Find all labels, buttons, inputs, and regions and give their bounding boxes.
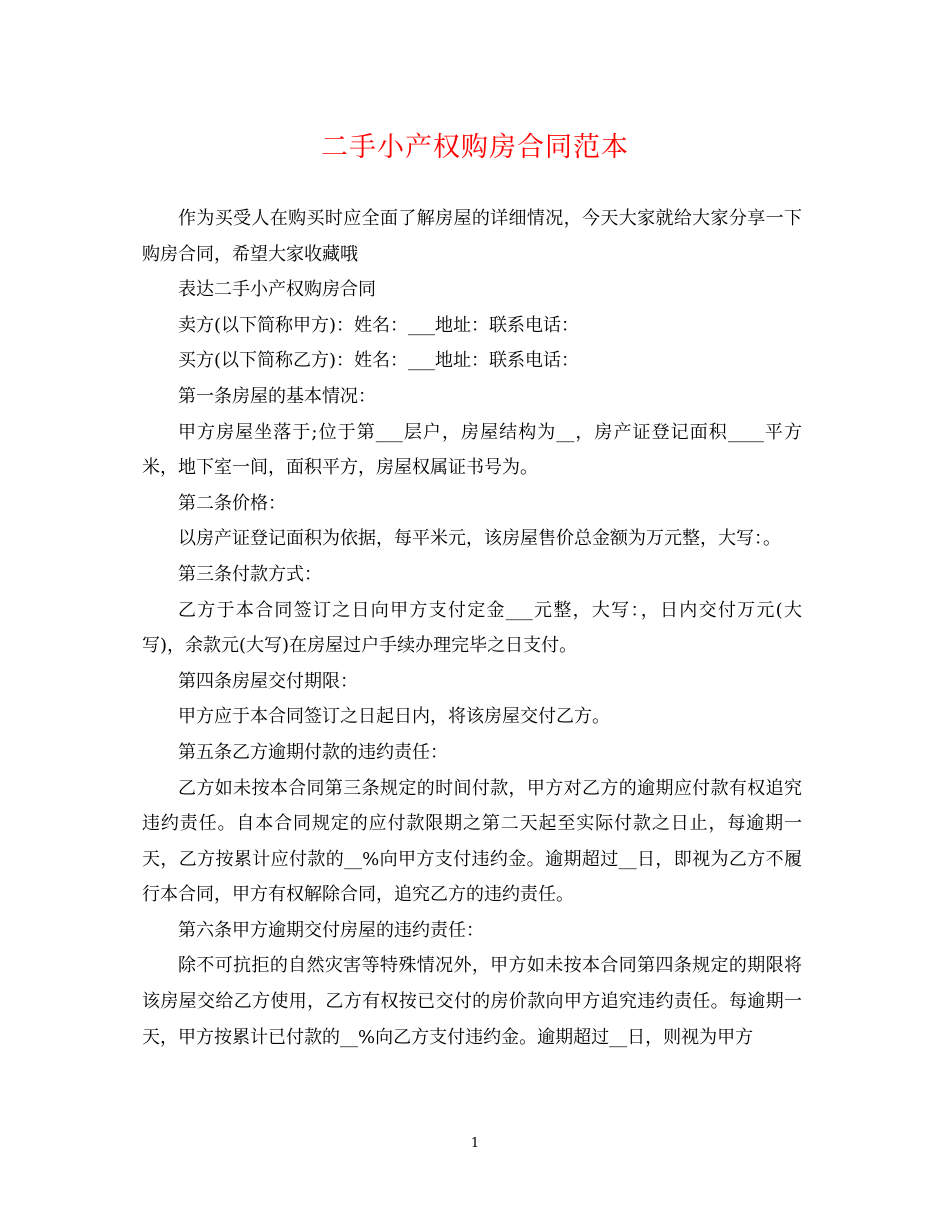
- document-title: 二手小产权购房合同范本: [321, 132, 629, 163]
- article-2-heading: 第二条价格：: [178, 492, 286, 514]
- article-4-body: 甲方应于本合同签订之日起日内，将该房屋交付乙方。: [178, 706, 610, 728]
- paragraph-seller: 卖方(以下简称甲方)：姓名：___地址：联系电话：: [178, 314, 580, 336]
- article-4-heading: 第四条房屋交付期限：: [178, 670, 358, 692]
- article-3-heading: 第三条付款方式：: [178, 563, 322, 585]
- article-3-body: 乙方于本合同签订之日向甲方支付定金___元整，大写：，日内交付万元(大写)，余款元(大写)在房屋过户手续办理完毕之日支付。: [142, 599, 802, 657]
- article-5-body: 乙方如未按本合同第三条规定的时间付款，甲方对乙方的逾期应付款有权追究违约责任。自本合同规定的应付款限期之第二天起至实际付款之日止，每逾期一天，乙方按累计应付款的__%向甲方支付违约金。逾期超过__日，即视为乙方不履行本合同，甲方有权解除合同，追究乙方的违约责任。: [142, 777, 802, 906]
- paragraph-intro: 作为买受人在购买时应全面了解房屋的详细情况，今天大家就给大家分享一下购房合同，希望大家收藏哦: [142, 208, 802, 265]
- article-6-heading: 第六条甲方逾期交付房屋的违约责任：: [178, 919, 484, 941]
- page-number: 1: [470, 1136, 480, 1151]
- paragraph-buyer: 买方(以下简称乙方)：姓名：___地址：联系电话：: [178, 350, 580, 372]
- document-body: [142, 201, 802, 1055]
- article-1-body: 甲方房屋坐落于;位于第___层户，房屋结构为__，房产证登记面积____平方米，地下室一间，面积平方，房屋权属证书号为。: [142, 421, 802, 479]
- article-6-body: 除不可抗拒的自然灾害等特殊情况外，甲方如未按本合同第四条规定的期限将该房屋交给乙方使用，乙方有权按已交付的房价款向甲方追究违约责任。每逾期一天，甲方按累计已付款的__%向乙方支付违约金。逾期超过__日，则视为甲方: [142, 955, 802, 1048]
- article-1-heading: 第一条房屋的基本情况：: [178, 385, 376, 407]
- article-2-body: 以房产证登记面积为依据，每平米元，该房屋售价总金额为万元整，大写：。: [178, 528, 781, 550]
- article-5-heading: 第五条乙方逾期付款的违约责任：: [178, 741, 448, 763]
- paragraph-contract-name: 表达二手小产权购房合同: [178, 279, 376, 301]
